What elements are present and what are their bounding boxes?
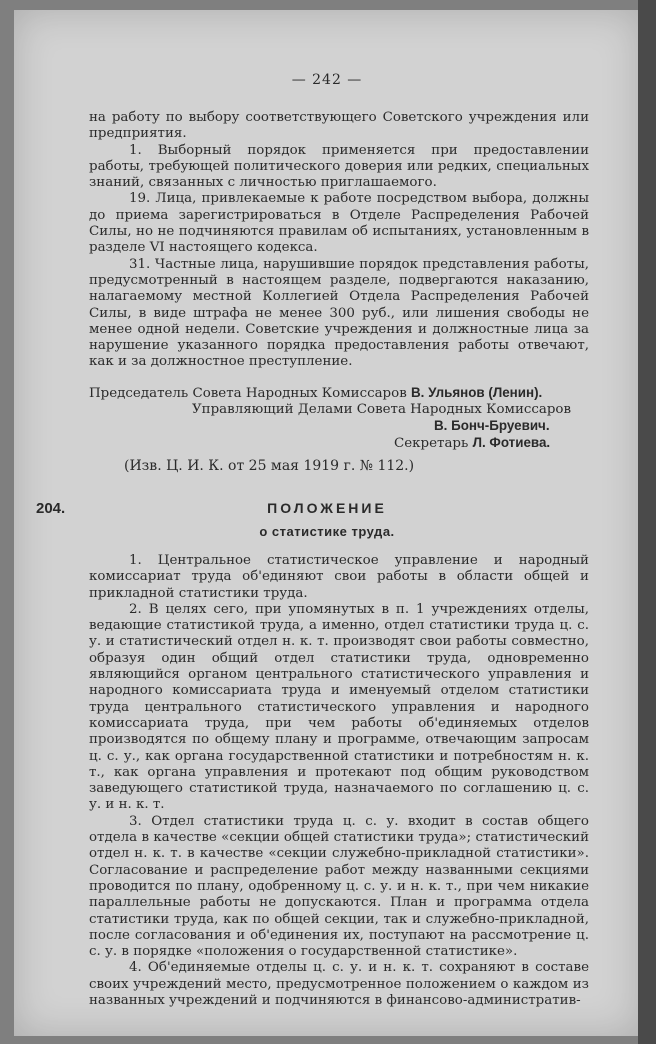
- document-subtitle: о статистике труда.: [259, 524, 395, 539]
- body-text-block: [89, 553, 589, 1009]
- document-number: 204.: [36, 500, 66, 517]
- document-title: ПОЛОЖЕНИЕ: [267, 500, 387, 516]
- paragraph: 4. Об'единяемые отделы ц. с. у. и н. к. т. сохраняют в составе своих учреждений место, предусмотренное положением о каждом из названных учреждений и подчиняются в финансово-административ-: [89, 960, 589, 1009]
- signature-line: [434, 418, 550, 435]
- top-text-block: [89, 110, 589, 371]
- paragraph: 2. В целях сего, при упомянутых в п. 1 учреждениях отделы, ведающие статистикой труда, а именно, отдел статистики труда ц. с. у. и статистический отдел н. к. т. производят свои работы совместно, образуя один общий отдел статистики труда, одновременно являющийся органом центрального статистического управления и народного комиссариата труда и именуемый отделом статистики труда центрального статистического управления и народного комиссариата труда, при чем работы об'единяемых отделов производятся по общему плану и программе, отвечающим запросам ц. с. у., как органа государственной статистики и потребностям н. к. т., как органа управления и протекают под общим руководством заведующего статистикой труда, назначаемого по соглашению ц. с. у. и н. к. т.: [89, 601, 589, 813]
- paragraph: 3. Отдел статистики труда ц. с. у. входит в состав общего отдела в качестве «секции общей статистики труда»; статистический отдел н. к. т. в качестве «секции служебно-прикладной статистики». Согласование и распределение работ между названными секциями проводится по плану, одобренному ц. с. у. и н. к. т., при чем никакие параллельные работы не допускаются. План и программа отдела статистики труда, как по общей секции, так и служебно-прикладной, после согласования и об'единения их, поступают на рассмотрение ц. с. у. в порядке «положения о государственной статистике».: [89, 813, 589, 960]
- signature-role: Управляющий Делами Совета Народных Комиссаров: [192, 402, 572, 417]
- book-page: [14, 10, 640, 1036]
- paragraph: 19. Лица, привлекаемые к работе посредством выбора, должны до приема зарегистрироваться в Отделе Распределения Рабочей Силы, но не подчиняются правилам об испытаниях, установленным в разделе VI настоящего кодекса.: [89, 191, 589, 256]
- scan-edge: [638, 0, 656, 1044]
- signature-name: Л. Фотиева.: [472, 435, 551, 450]
- paragraph: 1. Выборный порядок применяется при предоставлении работы, требующей политического доверия или редких, специальных знаний, связанных с личностью приглашаемого.: [89, 142, 589, 191]
- signature-role: Секретарь: [394, 436, 469, 451]
- signature-name: В. Бонч-Бруевич.: [434, 418, 550, 433]
- source-reference: (Изв. Ц. И. К. от 25 мая 1919 г. № 112.): [124, 458, 415, 474]
- paragraph: 31. Частные лица, нарушившие порядок представления работы, предусмотренный в настоящем разделе, подвергаются наказанию, налагаемому местной Коллегией Отдела Распределения Рабочей Силы, в виде штрафа не менее 300 руб., или лишения свободы не менее одной недели. Советские учреждения и должностные лица за нарушение указанного порядка предоставления работы отвечают, как и за должностное преступление.: [89, 256, 589, 370]
- signature-line: [89, 385, 542, 402]
- signature-role: Председатель Совета Народных Комиссаров: [89, 386, 407, 401]
- signature-line: [192, 402, 571, 418]
- signature-line: [394, 435, 550, 452]
- page-number: — 242 —: [291, 72, 363, 88]
- paragraph: на работу по выбору соответствующего Советского учреждения или предприятия.: [89, 110, 589, 142]
- paragraph: 1. Центральное статистическое управление и народный комиссариат труда об'единяют свои работы в области общей и прикладной статистики труда.: [89, 553, 589, 601]
- signature-name: В. Ульянов (Ленин).: [411, 385, 543, 400]
